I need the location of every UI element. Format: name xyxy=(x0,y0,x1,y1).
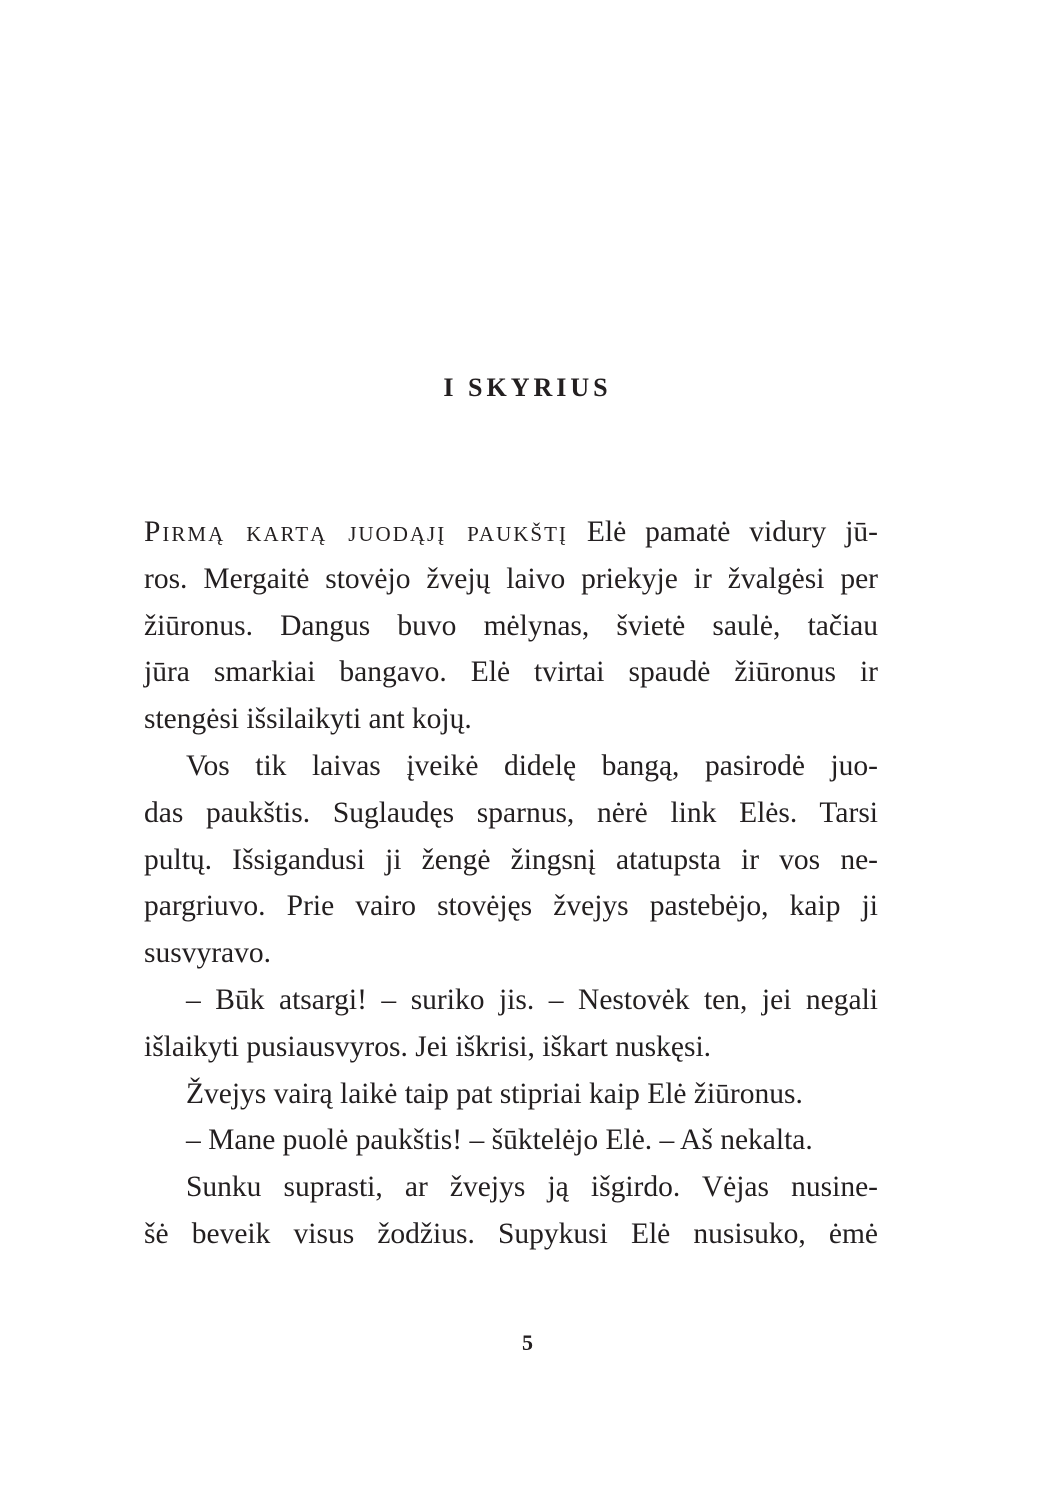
text-line: susvyravo. xyxy=(144,937,272,970)
text-line: das paukštis. Suglaudęs sparnus, nėrė link Elės. Tarsi xyxy=(144,796,878,829)
text-line: šė beveik visus žodžius. Supykusi Elė nusisuko, ėmė xyxy=(144,1217,878,1250)
text-line: – Būk atsargi! – suriko jis. – Nestovėk ten, jei negali xyxy=(186,983,878,1016)
text-line: išlaikyti pusiausvyros. Jei iškrisi, iškart nuskęsi. xyxy=(144,1030,712,1063)
text-line: Žvejys vairą laikė taip pat stipriai kaip Elė žiūronus. xyxy=(186,1077,803,1110)
text-line: Sunku suprasti, ar žvejys ją išgirdo. Vėjas nusine- xyxy=(186,1171,878,1204)
text-line: Vos tik laivas įveikė didelę bangą, pasirodė juo- xyxy=(186,749,878,782)
text-line: ros. Mergaitė stovėjo žvejų laivo priekyje ir žvalgėsi per xyxy=(144,562,878,595)
chapter-title: I SKYRIUS xyxy=(443,373,612,402)
text-line-content: Elė pamatė vidury jū- xyxy=(567,516,878,548)
text-line: pultų. Išsigandusi ji žengė žingsnį atatupsta ir vos ne- xyxy=(144,843,878,876)
text-line: jūra smarkiai bangavo. Elė tvirtai spaudė žiūronus ir xyxy=(144,656,878,689)
text-line xyxy=(144,509,878,556)
body-text xyxy=(144,509,878,1258)
page-number: 5 xyxy=(522,1330,533,1355)
text-line: pargriuvo. Prie vairo stovėjęs žvejys pastebėjo, kaip ji xyxy=(144,890,878,923)
opening-smallcaps: Pirmą kartą juodąjį paukštį xyxy=(144,516,568,548)
text-line: – Mane puolė paukštis! – šūktelėjo Elė. – Aš nekalta. xyxy=(186,1124,813,1157)
text-line: stengėsi išsilaikyti ant kojų. xyxy=(144,703,472,736)
text-line: žiūronus. Dangus buvo mėlynas, švietė saulė, tačiau xyxy=(144,609,878,642)
